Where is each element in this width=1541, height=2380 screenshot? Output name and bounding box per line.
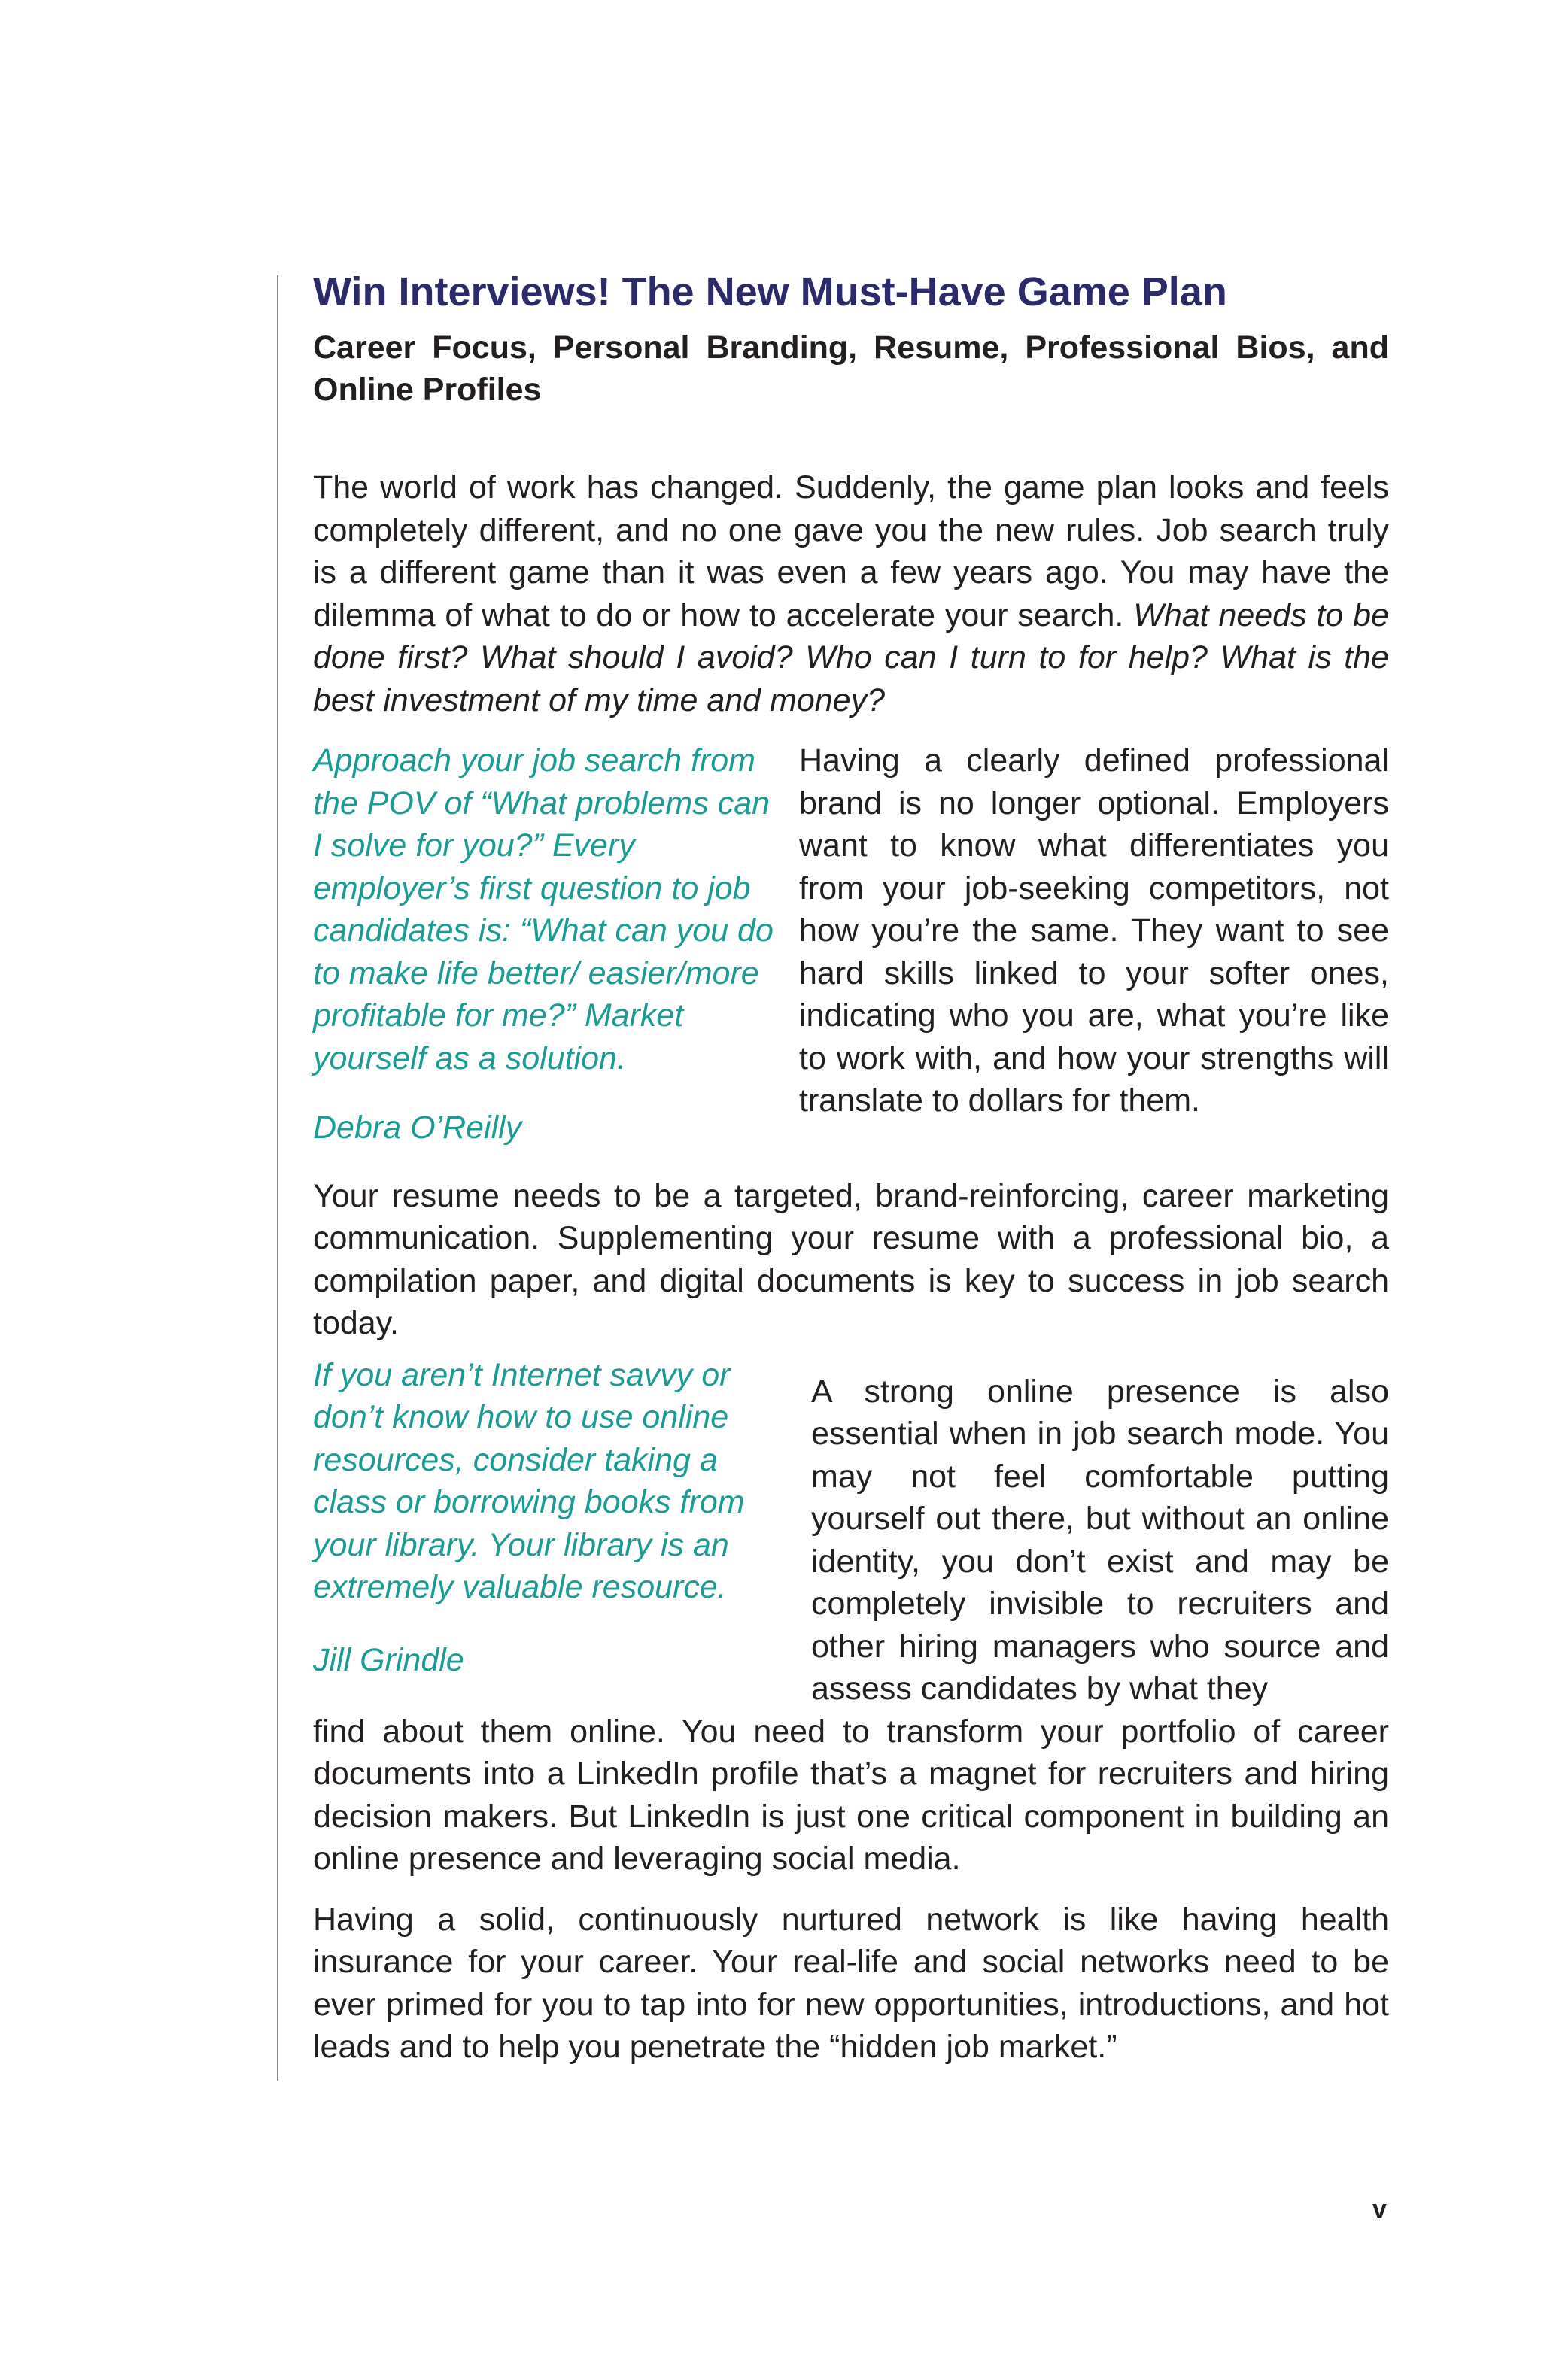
online-paragraph-continued: find about them online. You need to transform your portfolio of career documents into a LinkedIn profile that’s a magnet for recruiters and hiring decision makers. But LinkedIn is just one critical component in building an online presence and leveraging social media. (313, 1713, 1389, 1877)
pull-quote-1 (313, 739, 780, 1149)
branding-column (799, 739, 1389, 1149)
pull-quote-1-author: Debra O’Reilly (313, 1110, 522, 1146)
quote-row-2 (313, 1354, 1389, 1711)
branding-paragraph: Having a clearly defined professional brand is no longer optional. Employers want to know what differentiates you from your job-seeking competitors, not how you’re the same. They want to see hard skills linked to your softer ones, indicating who you are, what you’re like to work with, and how your strengths will translate to dollars for them. (799, 742, 1389, 1119)
online-paragraph-start: A strong online presence is also essential when in job search mode. You may not feel comfortable putting yourself out there, but without an online identity, you don’t exist and may be completely invisible to recruiters and other hiring managers who source and assess candidates by what they (811, 1373, 1389, 1707)
quote-row-1 (313, 739, 1389, 1149)
page-content (313, 260, 1389, 2069)
pull-quote-2-text: If you aren’t Internet savvy or don’t know how to use online resources, consider taking a class or borrowing books from your library. Your library is an extremely valuable resource. (313, 1356, 745, 1605)
intro-text: The world of work has changed. Suddenly, the game plan looks and feels completely different, and no one gave you the new rules. Job search truly is a different game than it was even a few years ago. You may have the dilemma of what to do or how to accelerate your search. (313, 469, 1389, 633)
page-number: v (1372, 2195, 1387, 2224)
page-title: Win Interviews! The New Must-Have Game Plan (313, 269, 1227, 314)
intro-paragraph (313, 466, 1389, 721)
pull-quote-1-text: Approach your job search from the POV of “What problems can I solve for you?” Every employer’s first question to job candidates is: “What can you do to make life better/ easier/more profitable for me?” Market yourself as a solution. (313, 742, 774, 1076)
network-paragraph: Having a solid, continuously nurtured network is like having health insurance for your career. Your real-life and social networks need to be ever primed for you to tap into for new opportunities, introductions, and hot leads and to help you penetrate the “hidden job market.” (313, 1901, 1389, 2065)
pull-quote-2-author: Jill Grindle (313, 1641, 464, 1678)
resume-paragraph: Your resume needs to be a targeted, brand-reinforcing, career marketing communication. Supplementing your resume with a professional bio, a compilation paper, and digital documents is key to success in job search today. (313, 1177, 1389, 1341)
margin-rule (277, 275, 278, 2081)
pull-quote-2 (313, 1354, 795, 1711)
intro-questions: What needs to be done first? What should I avoid? Who can I turn to for help? What is the best investment of my time and money? (313, 597, 1389, 718)
online-column (811, 1354, 1389, 1711)
page-subtitle: Career Focus, Personal Branding, Resume, Professional Bios, and Online Profiles (313, 329, 1389, 408)
